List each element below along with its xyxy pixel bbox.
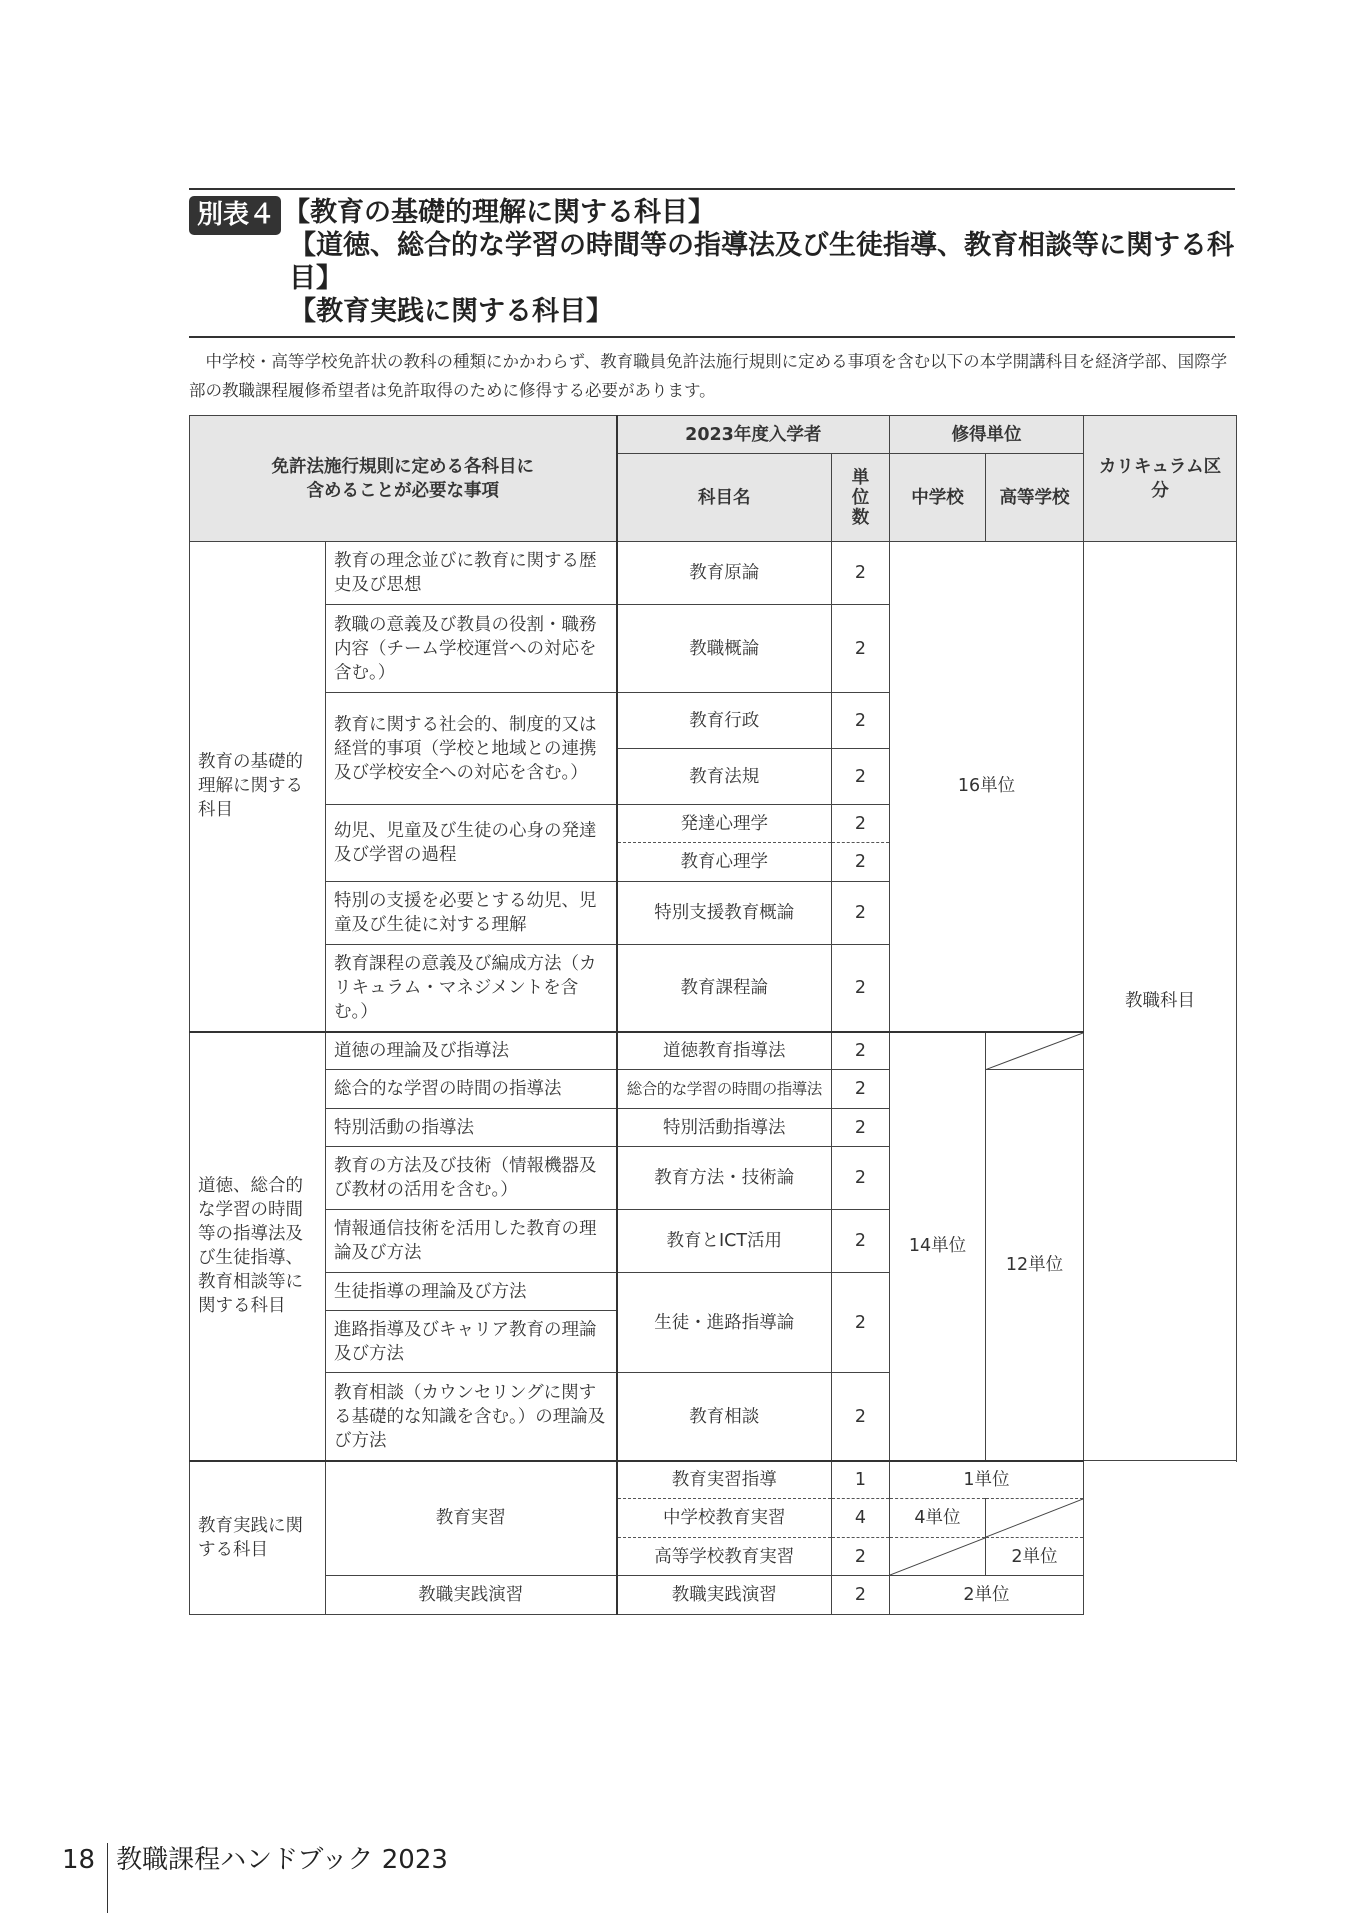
units-cell: 2	[832, 882, 890, 945]
hs-credits-guidance: 12単位	[986, 1070, 1084, 1461]
header-units: 単 位 数	[832, 454, 890, 542]
matter-cell: 教職実践演習	[326, 1576, 617, 1615]
units-cell: 2	[832, 1109, 890, 1147]
subject-cell: 道徳教育指導法	[617, 1032, 832, 1070]
units-cell: 2	[832, 1538, 890, 1576]
matter-cell: 道徳の理論及び指導法	[326, 1032, 617, 1070]
title-line-3: 【教育実践に関する科目】	[289, 296, 614, 327]
category-moral-guidance: 道徳、総合的 な学習の時間 等の指導法及 び生徒指導、 教育相談等に 関する科目	[190, 1032, 326, 1461]
intro-paragraph: 中学校・高等学校免許状の教科の種類にかかわらず、教育職員免許法施行規則に定める事項を含む以下の本学開講科目を経済学部、国際学部の教職課程履修希望者は免許取得のために修得する必要があります。	[189, 352, 1228, 400]
credits-foundation: 16単位	[890, 542, 1084, 1032]
curriculum-cell: 教職科目	[1084, 542, 1237, 1461]
subject-cell: 高等学校教育実習	[617, 1538, 832, 1576]
section-titles	[283, 196, 1235, 328]
hs-not-applicable-slash	[986, 1032, 1084, 1070]
matter-cell: 教職の意義及び教員の役割・職務内容（チーム学校運営への対応を含む。）	[326, 605, 617, 693]
subject-cell: 特別活動指導法	[617, 1109, 832, 1147]
subject-cell: 特別支援教育概論	[617, 882, 832, 945]
subject-cell: 生徒・進路指導論	[617, 1273, 832, 1373]
matter-cell: 教育課程の意義及び編成方法（カリキュラム・マネジメントを含む。）	[326, 945, 617, 1032]
units-cell: 2	[832, 1147, 890, 1210]
subject-cell: 教育原論	[617, 542, 832, 605]
header-jhs: 中学校	[890, 454, 986, 542]
credits-practice-guidance: 1単位	[890, 1461, 1084, 1499]
matter-cell: 特別活動の指導法	[326, 1109, 617, 1147]
subject-cell: 総合的な学習の時間の指導法	[617, 1070, 832, 1109]
hs-not-applicable-slash	[986, 1499, 1084, 1538]
units-cell: 2	[832, 749, 890, 805]
subject-cell: 教育行政	[617, 693, 832, 749]
page-number: 18	[62, 1843, 108, 1913]
units-cell: 2	[832, 1273, 890, 1373]
matter-cell: 進路指導及びキャリア教育の理論及び方法	[326, 1311, 617, 1373]
subject-cell: 教育実習指導	[617, 1461, 832, 1499]
jhs-credits-practice: 4単位	[890, 1499, 986, 1538]
matter-cell: 教育に関する社会的、制度的又は経営的事項（学校と地域との連携及び学校安全への対応を含む。）	[326, 693, 617, 805]
units-cell: 2	[832, 1576, 890, 1615]
hs-credits-practice: 2単位	[986, 1538, 1084, 1576]
units-cell: 2	[832, 542, 890, 605]
header-hs: 高等学校	[986, 454, 1084, 542]
matter-cell: 教育実習	[326, 1461, 617, 1576]
course-table	[189, 415, 1237, 1615]
jhs-not-applicable-slash	[890, 1538, 986, 1576]
category-foundation: 教育の基礎的 理解に関する 科目	[190, 542, 326, 1032]
units-cell: 4	[832, 1499, 890, 1538]
book-title: 教職課程ハンドブック 2023	[116, 1845, 448, 1875]
header-matters: 免許法施行規則に定める各科目に 含めることが必要な事項	[190, 416, 617, 542]
units-cell: 1	[832, 1461, 890, 1499]
subject-cell: 教職概論	[617, 605, 832, 693]
units-cell: 2	[832, 945, 890, 1032]
matter-cell: 教育の理念並びに教育に関する歴史及び思想	[326, 542, 617, 605]
units-cell: 2	[832, 843, 890, 882]
units-cell: 2	[832, 605, 890, 693]
subject-cell: 教育方法・技術論	[617, 1147, 832, 1210]
title-line-1: 【教育の基礎的理解に関する科目】	[283, 197, 716, 228]
subject-cell: 教職実践演習	[617, 1576, 832, 1615]
header-subject: 科目名	[617, 454, 832, 542]
jhs-credits-guidance: 14単位	[890, 1032, 986, 1461]
subject-cell: 教育法規	[617, 749, 832, 805]
matter-cell: 情報通信技術を活用した教育の理論及び方法	[326, 1210, 617, 1273]
credits-practice-seminar: 2単位	[890, 1576, 1084, 1615]
title-line-2: 【道徳、総合的な学習の時間等の指導法及び生徒指導、教育相談等に関する科目】	[289, 230, 1235, 294]
matter-cell: 教育の方法及び技術（情報機器及び教材の活用を含む。）	[326, 1147, 617, 1210]
header-entrants: 2023年度入学者	[617, 416, 890, 454]
units-cell: 2	[832, 693, 890, 749]
matter-cell: 総合的な学習の時間の指導法	[326, 1070, 617, 1109]
subject-cell: 教育相談	[617, 1373, 832, 1461]
appendix-badge: 別表４	[189, 196, 281, 235]
matter-cell: 生徒指導の理論及び方法	[326, 1273, 617, 1311]
subject-cell: 教育とICT活用	[617, 1210, 832, 1273]
units-cell: 2	[832, 1373, 890, 1461]
section-header	[189, 188, 1235, 338]
header-curriculum: カリキュラム区分	[1084, 416, 1237, 542]
matter-cell: 特別の支援を必要とする幼児、児童及び生徒に対する理解	[326, 882, 617, 945]
header-credits-required: 修得単位	[890, 416, 1084, 454]
subject-cell: 中学校教育実習	[617, 1499, 832, 1538]
units-cell: 2	[832, 1070, 890, 1109]
units-cell: 2	[832, 805, 890, 843]
page-footer	[62, 1843, 448, 1913]
category-practice: 教育実践に関 する科目	[190, 1461, 326, 1615]
subject-cell: 教育心理学	[617, 843, 832, 882]
matter-cell: 教育相談（カウンセリングに関する基礎的な知識を含む。）の理論及び方法	[326, 1373, 617, 1461]
matter-cell: 幼児、児童及び生徒の心身の発達及び学習の過程	[326, 805, 617, 882]
subject-cell: 教育課程論	[617, 945, 832, 1032]
subject-cell: 発達心理学	[617, 805, 832, 843]
units-cell: 2	[832, 1210, 890, 1273]
units-cell: 2	[832, 1032, 890, 1070]
